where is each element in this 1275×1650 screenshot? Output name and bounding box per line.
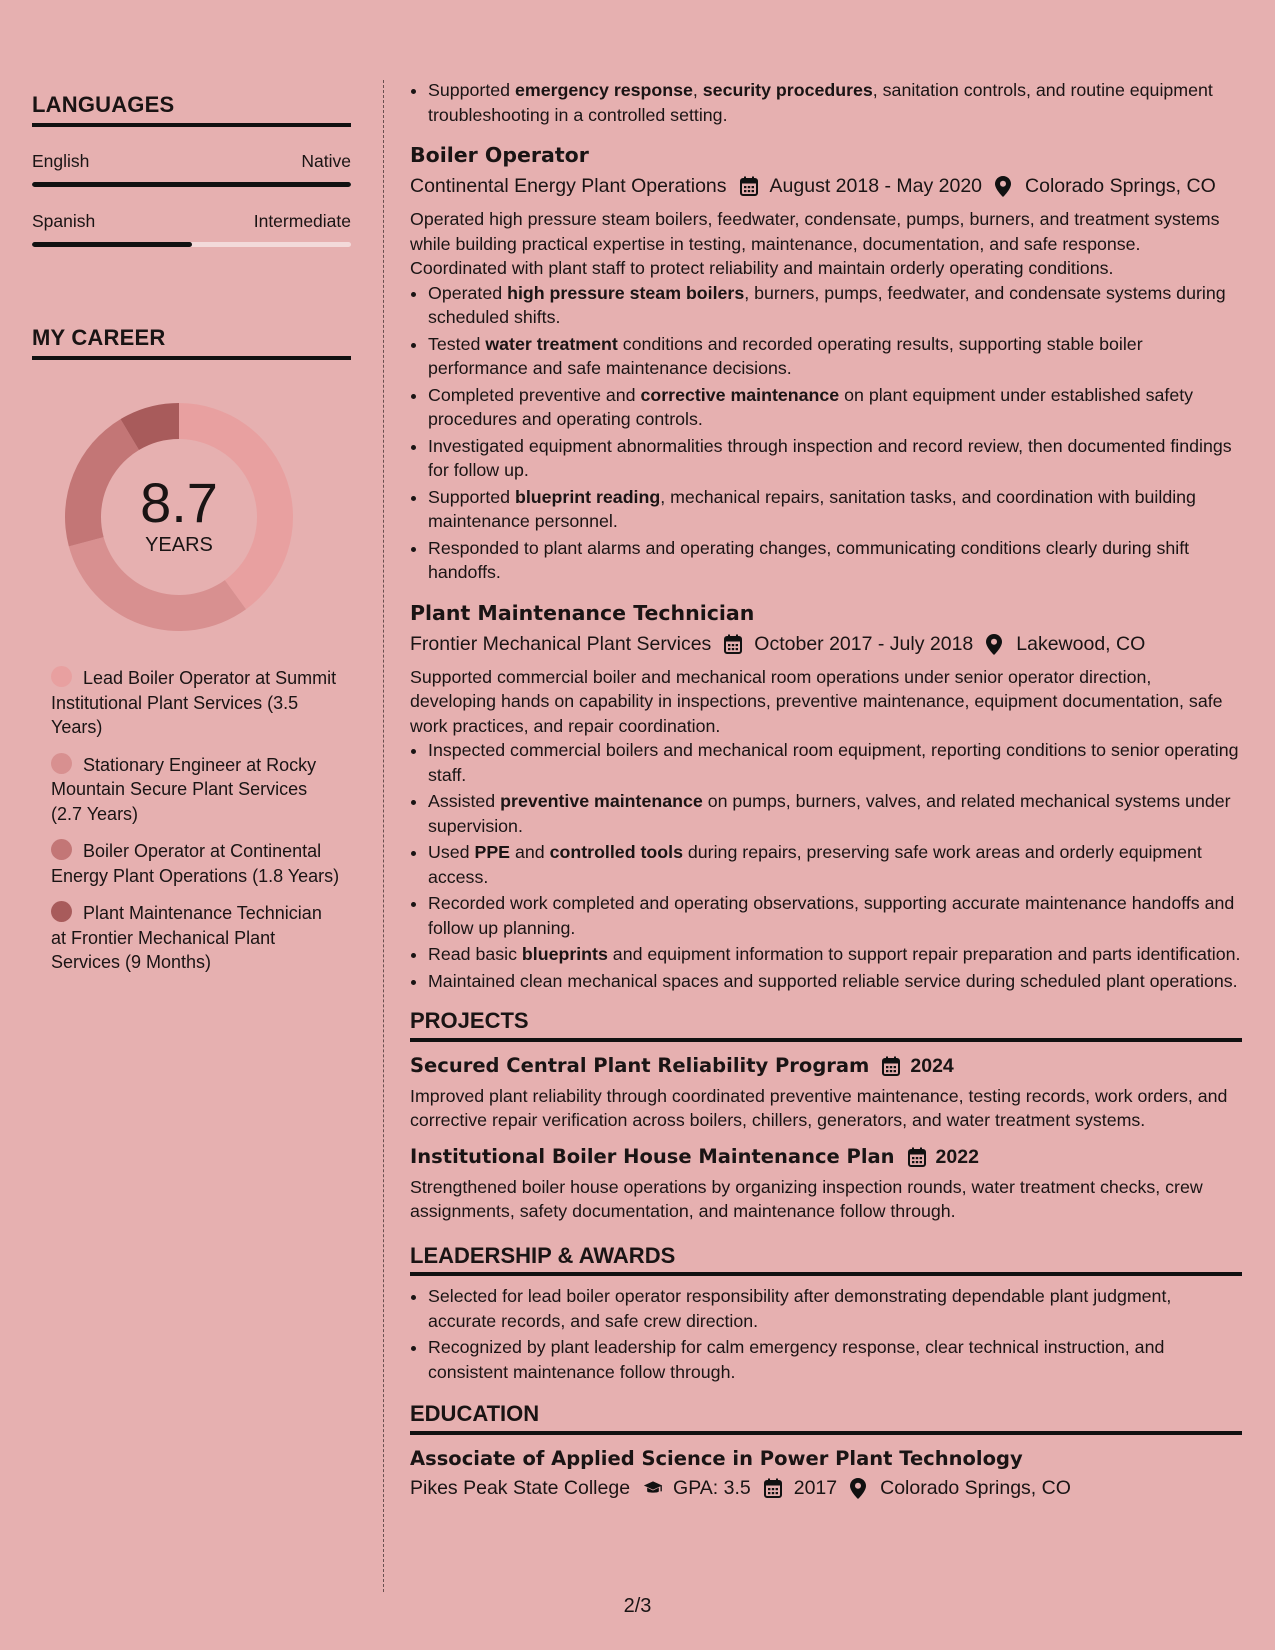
- text-run: on plant equipment under established safety procedures and operating controls.: [428, 384, 1194, 429]
- list-item: [428, 969, 1242, 994]
- language-proficiency-bar: [32, 242, 351, 247]
- project-year: 2022: [935, 1145, 979, 1168]
- text-run: Investigated equipment abnormalities through inspection and record review, then documented findings for follow up.: [428, 435, 1232, 480]
- experience-list: [410, 141, 1242, 993]
- project-description: Strengthened boiler house operations by organizing inspection rounds, water treatment checks, crew assignments, safety documentation, and maintenance follow through.: [410, 1176, 1203, 1221]
- legend-color-swatch: [51, 753, 72, 774]
- text-run: , sanitation controls, and routine equipment troubleshooting in a controlled setting.: [428, 80, 1213, 125]
- job-bullets: [410, 281, 1242, 585]
- job-dates: October 2017 - July 2018: [754, 632, 974, 655]
- bold-keyword: high pressure steam boilers: [507, 282, 745, 303]
- degree-title: Associate of Applied Science in Power Plant Technology: [410, 1446, 1023, 1470]
- calendar-icon: [740, 176, 760, 196]
- project-title: Institutional Boiler House Maintenance Plan: [410, 1144, 895, 1168]
- gpa: GPA: 3.5: [673, 1476, 751, 1499]
- project-description: Improved plant reliability through coordinated preventive maintenance, testing records, work orders, and corrective repair verification across boilers, chillers, generators, and water treatment systems.: [410, 1085, 1228, 1130]
- job-entry: [410, 599, 1242, 994]
- list-item: [428, 942, 1242, 967]
- language-name: English: [32, 151, 90, 171]
- list-item: [428, 434, 1242, 483]
- language-level: Native: [301, 151, 351, 171]
- project-year: 2024: [910, 1054, 954, 1077]
- list-item: [428, 536, 1242, 585]
- job-location: Colorado Springs, CO: [1025, 175, 1216, 197]
- bold-keyword: blueprints: [521, 944, 608, 964]
- list-item: [428, 78, 1242, 127]
- text-run: Read basic: [428, 944, 522, 964]
- career-heading: MY CAREER: [32, 325, 351, 360]
- text-run: Completed preventive and: [428, 384, 641, 405]
- language-row: [32, 211, 351, 232]
- languages-list: [32, 151, 351, 247]
- career-legend: [51, 666, 341, 975]
- legend-label: Boiler Operator at Continental Energy Plant Operations (1.8 Years): [51, 841, 340, 886]
- text-run: Inspected commercial boilers and mechanical room equipment, reporting conditions to senior operating staff.: [428, 740, 1239, 785]
- legend-item: [51, 901, 341, 975]
- previous-job-bullets: [410, 78, 1242, 127]
- education-meta: [410, 1475, 1242, 1501]
- job-title: Boiler Operator: [410, 143, 589, 167]
- legend-label: Lead Boiler Operator at Summit Institutional Plant Services (3.5 Years): [51, 668, 337, 737]
- text-run: ,: [692, 80, 703, 100]
- education-heading: EDUCATION: [410, 1402, 1242, 1435]
- list-item: [428, 332, 1242, 381]
- job-description: Operated high pressure steam boilers, feedwater, condensate, pumps, burners, and treatment systems while building practical expertise in testing, maintenance, documentation, and safe response. Coordinated with plant staff to protect reliability and maintain orderly operating conditions.: [410, 209, 1220, 278]
- text-run: Responded to plant alarms and operating changes, communicating conditions clearly during shift handoffs.: [428, 537, 1190, 582]
- text-run: and: [510, 842, 550, 862]
- bold-keyword: water treatment: [485, 333, 618, 354]
- list-item: • Selected for lead boiler operator responsibility after demonstrating dependable plant judgment, accurate records, and safe crew direction.: [428, 1284, 1242, 1333]
- job-meta: [410, 173, 1242, 199]
- list-item: [428, 840, 1242, 889]
- legend-color-swatch: [51, 839, 72, 860]
- company-name: Continental Energy Plant Operations: [410, 175, 727, 197]
- text-run: Supported: [428, 80, 515, 100]
- calendar-icon: [882, 1056, 902, 1076]
- career-total: 8.7: [140, 471, 218, 534]
- calendar-icon: [908, 1147, 928, 1167]
- language-proficiency-bar: [32, 182, 351, 187]
- education-location: Colorado Springs, CO: [880, 1476, 1071, 1499]
- text-run: , mechanical repairs, sanitation tasks, and coordination with building maintenance personnel.: [428, 486, 1196, 531]
- list-item: • Recognized by plant leadership for calm emergency response, clear technical instruction, and consistent maintenance follow through.: [428, 1335, 1242, 1384]
- text-run: conditions and recorded operating results, supporting stable boiler performance and safe maintenance decisions.: [428, 333, 1143, 378]
- language-proficiency-fill: [32, 182, 351, 187]
- text-run: Assisted: [428, 791, 501, 811]
- location-pin-icon: [995, 176, 1015, 196]
- language-proficiency-fill: [32, 242, 192, 247]
- leadership-list: [410, 1284, 1242, 1384]
- text-run: on pumps, burners, valves, and related mechanical systems under supervision.: [428, 791, 1231, 836]
- job-dates: August 2018 - May 2020: [769, 175, 983, 197]
- text-run: Maintained clean mechanical spaces and supported reliable service during scheduled plant operations.: [428, 970, 1238, 991]
- text-run: Operated: [428, 282, 508, 303]
- language-row: [32, 151, 351, 172]
- list-item: [428, 891, 1242, 940]
- legend-color-swatch: [51, 666, 72, 687]
- text-run: and equipment information to support repair preparation and parts identification.: [607, 944, 1241, 964]
- list-item: [428, 383, 1242, 432]
- bold-keyword: corrective maintenance: [640, 384, 840, 405]
- career-unit: YEARS: [145, 534, 213, 556]
- bold-keyword: preventive maintenance: [500, 791, 703, 811]
- job-description: Supported commercial boiler and mechanical room operations under senior operator direction, developing hands on capability in inspections, preventive maintenance, equipment documentation, safe work practices, and repair coordination.: [410, 666, 1223, 736]
- projects-list: [410, 1052, 1242, 1224]
- graduation-cap-icon: [643, 1478, 663, 1498]
- job-title: Plant Maintenance Technician: [410, 600, 755, 625]
- legend-label: Stationary Engineer at Rocky Mountain Secure Plant Services (2.7 Years): [51, 754, 317, 824]
- location-pin-icon: [850, 1478, 870, 1498]
- main-content: [410, 78, 1242, 1501]
- bold-keyword: security procedures: [702, 80, 873, 100]
- job-bullets: [410, 738, 1242, 993]
- project-title: Secured Central Plant Reliability Program: [410, 1053, 870, 1077]
- legend-item: [51, 753, 341, 827]
- legend-item: [51, 839, 341, 888]
- column-divider: [383, 80, 384, 1592]
- job-entry: [410, 141, 1242, 585]
- bold-keyword: controlled tools: [549, 842, 683, 862]
- leadership-heading: LEADERSHIP & AWARDS: [410, 1244, 1242, 1277]
- bold-keyword: blueprint reading: [515, 486, 661, 507]
- list-item: [428, 281, 1242, 330]
- job-meta: [410, 631, 1242, 657]
- text-run: , burners, pumps, feedwater, and condensate systems during scheduled shifts.: [428, 282, 1226, 327]
- text-run: during repairs, preserving safe work areas and orderly equipment access.: [428, 842, 1202, 887]
- languages-heading: LANGUAGES: [32, 92, 351, 127]
- text-run: Supported: [428, 486, 515, 507]
- graduation-year: 2017: [793, 1476, 838, 1499]
- calendar-icon: [724, 634, 744, 654]
- list-item: [428, 789, 1242, 838]
- list-item: [428, 738, 1242, 787]
- project-title-row: [410, 1143, 1242, 1171]
- project-title-row: [410, 1052, 1242, 1080]
- career-donut-chart: [64, 402, 294, 632]
- legend-item: [51, 666, 341, 740]
- job-location: Lakewood, CO: [1016, 632, 1146, 655]
- language-level: Intermediate: [253, 211, 351, 231]
- bold-keyword: PPE: [474, 842, 511, 862]
- donut-center: [64, 471, 294, 557]
- text-run: Used: [428, 842, 475, 862]
- list-item: [428, 485, 1242, 534]
- calendar-icon: [764, 1478, 784, 1498]
- location-pin-icon: [986, 634, 1006, 654]
- projects-heading: PROJECTS: [410, 1009, 1242, 1042]
- language-name: Spanish: [32, 211, 96, 231]
- legend-color-swatch: [51, 901, 72, 922]
- page-number: 2/3: [623, 1595, 652, 1617]
- text-run: Recorded work completed and operating observations, supporting accurate maintenance handoffs and follow up planning.: [428, 893, 1235, 938]
- school-name: Pikes Peak State College: [410, 1476, 631, 1499]
- legend-label: Plant Maintenance Technician at Frontier Mechanical Plant Services (9 Months): [51, 903, 322, 972]
- sidebar: [32, 92, 351, 988]
- company-name: Frontier Mechanical Plant Services: [410, 632, 712, 655]
- bold-keyword: emergency response: [515, 80, 693, 100]
- text-run: Tested: [428, 333, 486, 354]
